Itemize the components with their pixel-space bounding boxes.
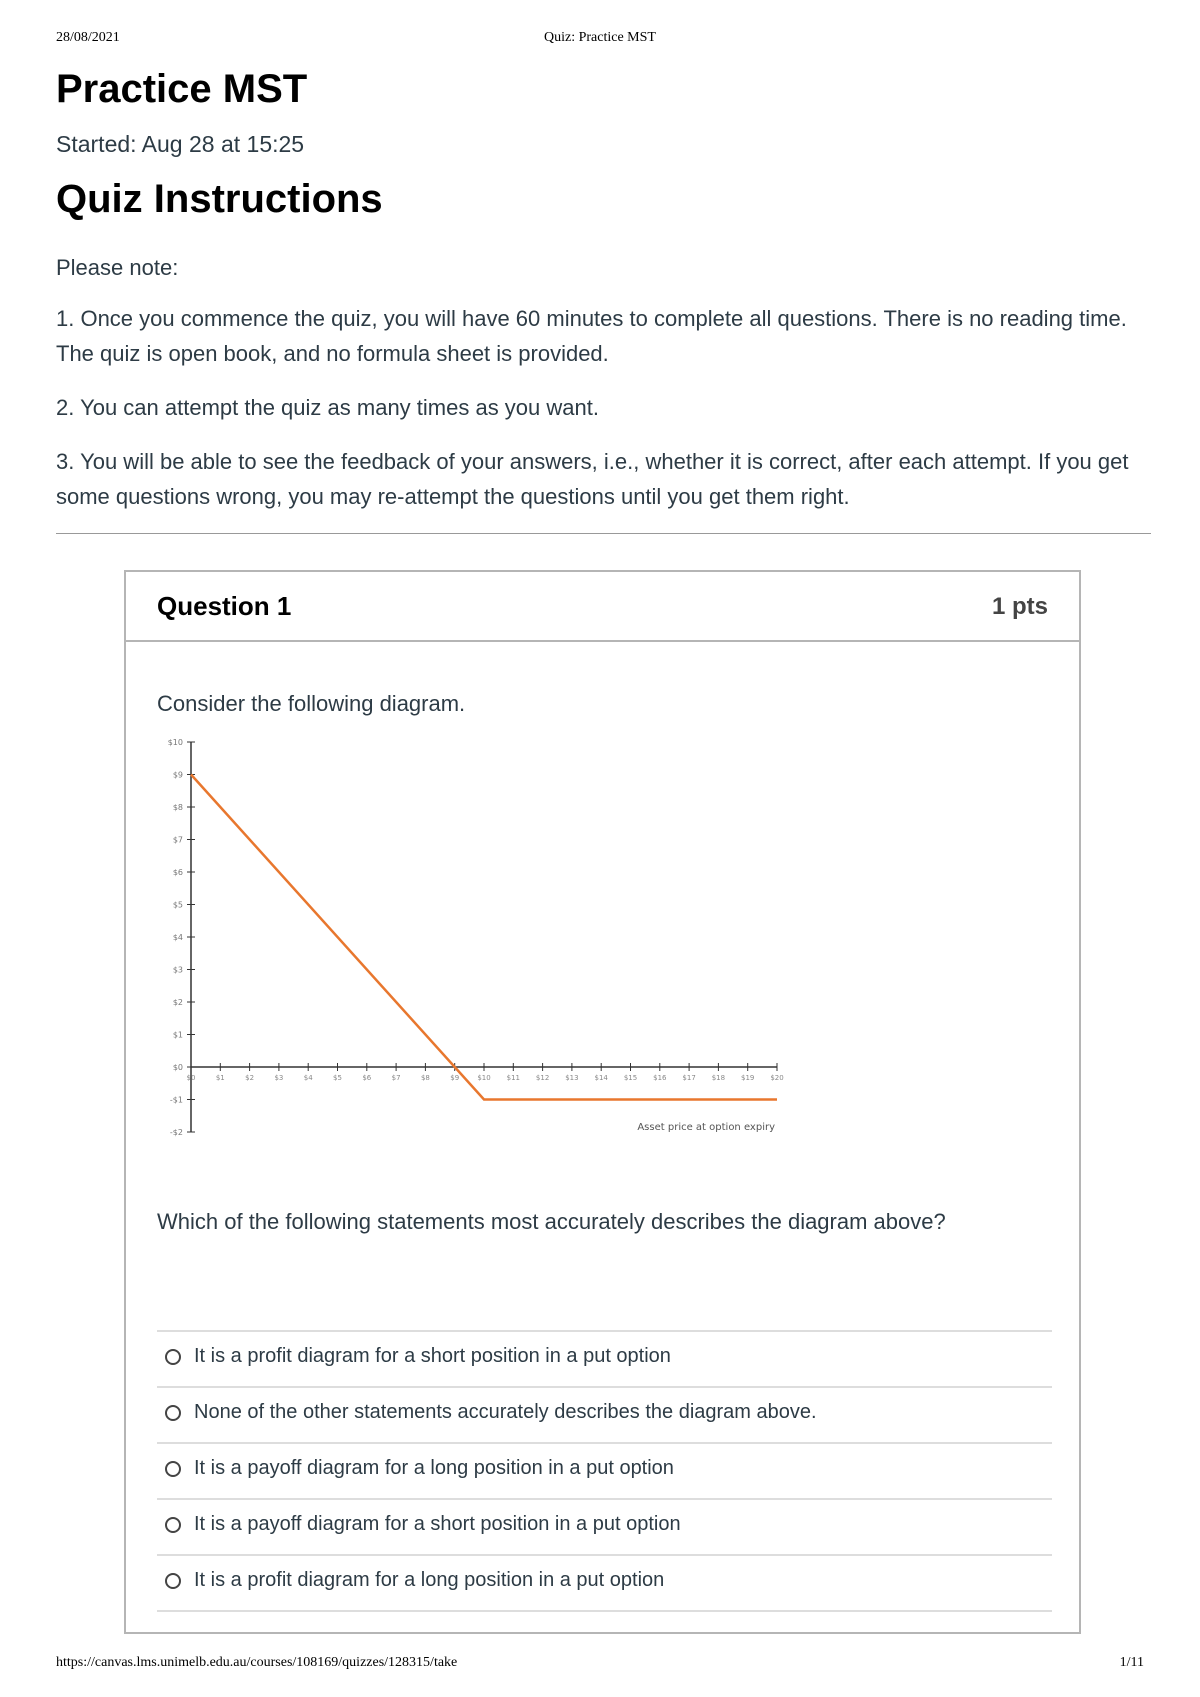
y-tick-label: $6: [172, 868, 183, 877]
x-tick-label: $18: [711, 1074, 726, 1082]
question-card: [124, 570, 1081, 1634]
x-tick-label: $8: [420, 1074, 430, 1082]
answer-option-1[interactable]: [157, 1332, 1052, 1388]
answer-option-4[interactable]: [157, 1500, 1052, 1556]
x-tick-label: $17: [682, 1074, 696, 1082]
y-tick-label: $4: [172, 933, 183, 942]
x-tick-label: $13: [565, 1074, 579, 1082]
y-tick-label: $2: [172, 998, 183, 1007]
x-tick-label: $9: [450, 1074, 460, 1082]
y-tick-label: $5: [172, 900, 183, 910]
x-tick-label: $1: [215, 1074, 225, 1082]
answer-option-2[interactable]: [157, 1388, 1052, 1444]
question-prompt: Which of the following statements most accurately describes the diagram above?: [157, 1209, 946, 1234]
y-tick-label: -$1: [169, 1095, 183, 1105]
x-tick-label: $10: [477, 1074, 491, 1082]
answer-list: [157, 1330, 1052, 1612]
x-tick-label: $20: [770, 1074, 784, 1082]
x-tick-label: $7: [391, 1074, 401, 1082]
y-tick-label: $10: [167, 738, 183, 747]
instructions-body: [56, 250, 1151, 514]
y-tick-label: $8: [172, 803, 183, 812]
instruction-item-1: 1. Once you commence the quiz, you will have 60 minutes to complete all questions. There is no reading time. The quiz is open book, and no formula sheet is provided.: [56, 306, 1127, 366]
x-tick-label: $15: [623, 1074, 638, 1082]
started-timestamp: Started: Aug 28 at 15:25: [56, 131, 305, 157]
x-tick-label: $12: [535, 1074, 550, 1082]
profit-line: [191, 775, 777, 1100]
answer-label[interactable]: It is a profit diagram for a long position in a put option: [194, 1569, 665, 1591]
page-number: 1/11: [1119, 1655, 1144, 1670]
answer-option-5[interactable]: [157, 1556, 1052, 1612]
answer-label[interactable]: It is a payoff diagram for a short position in a put option: [194, 1513, 681, 1535]
x-axis-label: Asset price at option expiry: [637, 1122, 775, 1133]
radio-icon[interactable]: [165, 1405, 181, 1421]
radio-icon[interactable]: [165, 1349, 181, 1365]
x-tick-label: $3: [274, 1074, 284, 1082]
x-tick-label: $11: [506, 1074, 520, 1082]
print-footer: [56, 1655, 1144, 1675]
answer-label[interactable]: It is a payoff diagram for a long position in a put option: [194, 1457, 674, 1479]
radio-icon[interactable]: [165, 1573, 181, 1589]
answer-option-3[interactable]: [157, 1444, 1052, 1500]
answer-label[interactable]: It is a profit diagram for a short position in a put option: [194, 1345, 671, 1367]
radio-icon[interactable]: [165, 1461, 181, 1477]
payoff-chart: [157, 730, 797, 1150]
y-tick-label: $0: [172, 1063, 183, 1072]
print-title: Quiz: Practice MST: [544, 30, 656, 45]
print-url: https://canvas.lms.unimelb.edu.au/courses/108169/quizzes/128315/take: [56, 1655, 458, 1670]
divider: [56, 533, 1151, 534]
x-tick-label: $16: [653, 1074, 667, 1082]
x-tick-label: $0: [186, 1074, 196, 1082]
y-tick-label: $3: [172, 965, 183, 975]
x-tick-label: $6: [362, 1074, 372, 1082]
instruction-item-3: 3. You will be able to see the feedback of your answers, i.e., whether it is correct, after each attempt. If you get some questions wrong, you may re-attempt the questions until you get them right.: [56, 449, 1129, 509]
y-tick-label: $9: [172, 770, 183, 780]
x-tick-label: $5: [333, 1074, 342, 1082]
page-title: Practice MST: [56, 67, 308, 111]
x-tick-label: $2: [245, 1074, 255, 1082]
question-text: Consider the following diagram.: [157, 691, 466, 716]
print-date: 28/08/2021: [56, 30, 120, 45]
print-header: [56, 30, 1144, 50]
chart-svg: [157, 730, 797, 1150]
quiz-content: [56, 62, 1151, 534]
answer-label[interactable]: None of the other statements accurately describes the diagram above.: [194, 1401, 817, 1423]
instructions-note: Please note:: [56, 255, 179, 280]
x-tick-label: $14: [594, 1074, 608, 1082]
y-tick-label: -$2: [169, 1128, 183, 1137]
question-points: 1 pts: [991, 593, 1048, 620]
question-header: [126, 572, 1079, 642]
instructions-title: Quiz Instructions: [56, 177, 383, 221]
question-body: [157, 690, 1052, 1591]
y-tick-label: $7: [172, 835, 183, 845]
question-title: Question 1: [157, 591, 292, 621]
x-tick-label: $19: [741, 1074, 755, 1082]
y-tick-label: $1: [172, 1030, 183, 1040]
instruction-item-2: 2. You can attempt the quiz as many times as you want.: [56, 395, 599, 420]
x-tick-label: $4: [303, 1074, 313, 1082]
radio-icon[interactable]: [165, 1517, 181, 1533]
